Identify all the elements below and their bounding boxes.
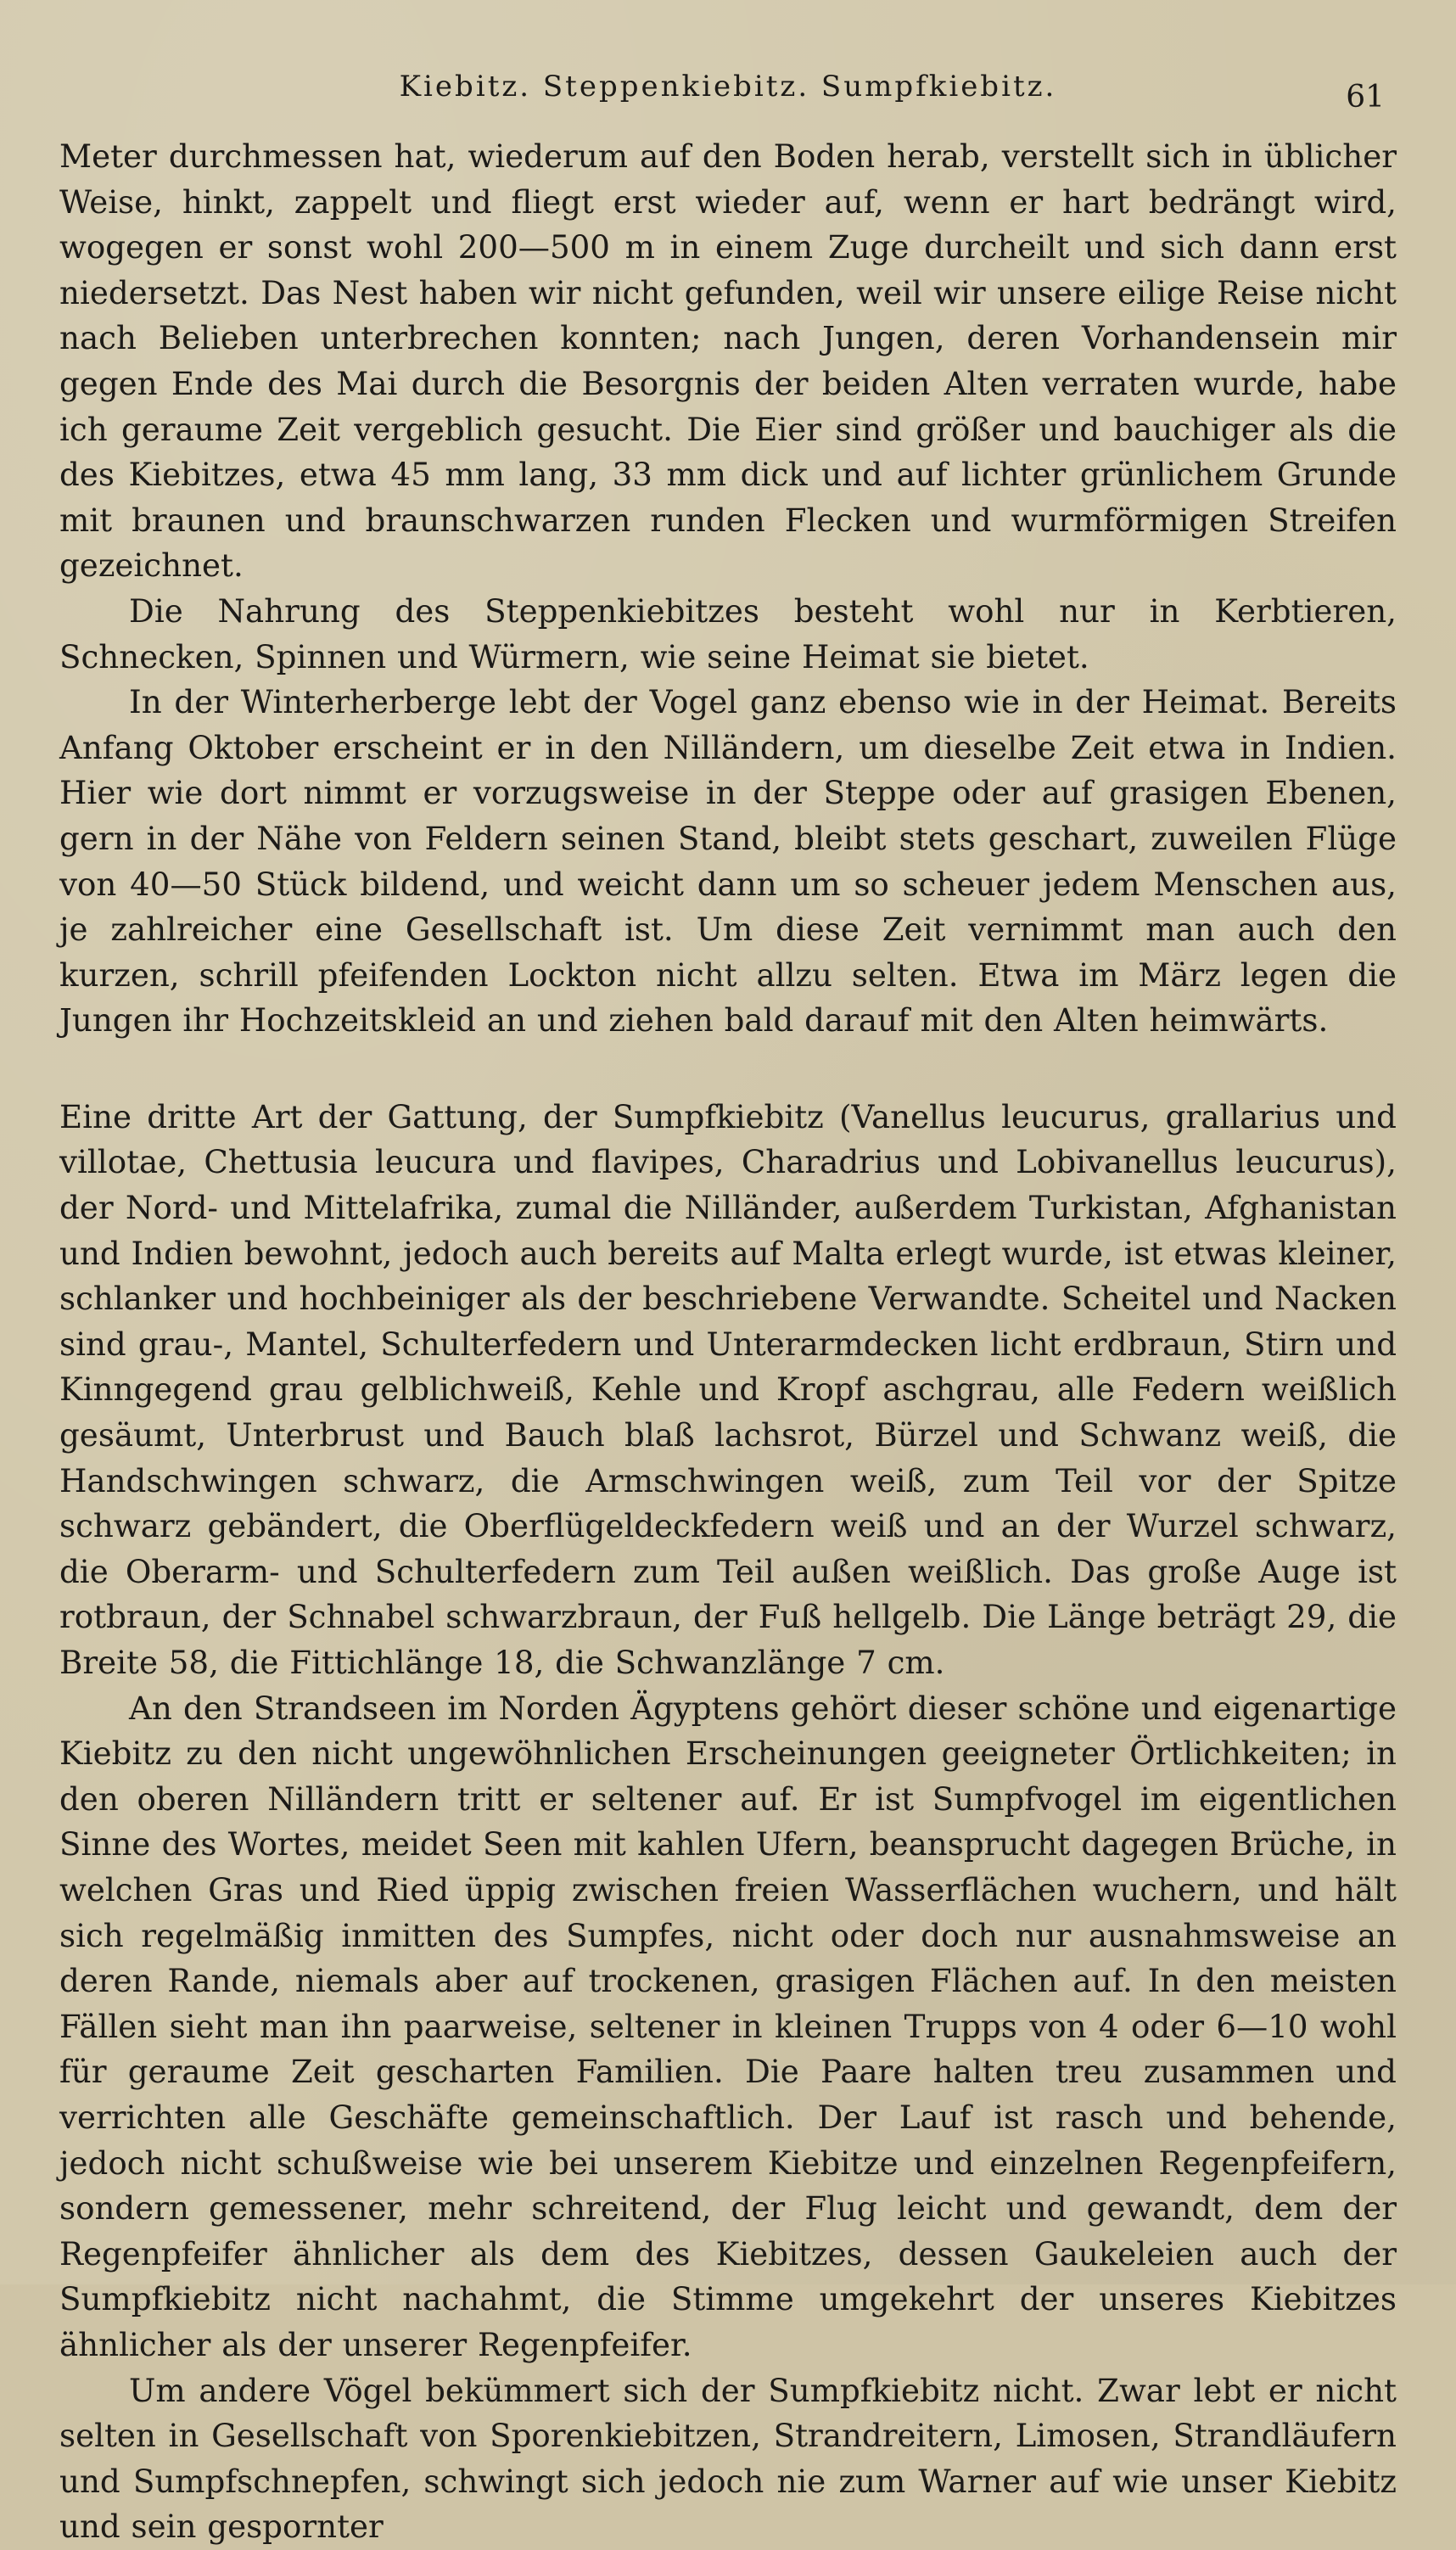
body-text: [59, 134, 1397, 2550]
paragraph-nahrung: Die Nahrung des Steppenkiebitzes besteht wohl nur in Kerbtieren, Schnecken, Spinnen und Würmern, wie seine Heimat sie bietet.: [59, 591, 1397, 675]
paragraph-andere-voegel: Um andere Vögel bekümmert sich der Sumpfkiebitz nicht. Zwar lebt er nicht selten in Gesellschaft von Sporenkiebitzen, Strandreitern, Limosen, Strandläufern und Sumpfschnepfen, schwingt sich jedoch nie zum Warner auf wie unser Kiebitz und sein gespornter: [59, 2371, 1397, 2546]
section-break: [59, 1044, 1397, 1095]
paragraph-winterherberge: In der Winterherberge lebt der Vogel ganz ebenso wie in der Heimat. Bereits Anfang Oktober erscheint er in den Nilländern, um dieselbe Zeit etwa in Indien. Hier wie dort nimmt er vorzugsweise in der Steppe oder auf grasigen Ebenen, gern in der Nähe von Feldern seinen Stand, bleibt stets geschart, zuweilen Flüge von 40—50 Stück bildend, und weicht dann um so scheuer jedem Menschen aus, je zahlreicher eine Gesellschaft ist. Um diese Zeit vernimmt man auch den kurzen, schrill pfeifenden Lockton nicht allzu selten. Etwa im März legen die Jungen ihr Hochzeitskleid an und ziehen bald darauf mit den Alten heimwärts.: [59, 683, 1397, 1040]
paragraph-sumpfkiebitz-description: Eine dritte Art der Gattung, der Sumpfkiebitz (Vanellus leucurus, grallarius und villotae, Chettusia leucura und flavipes, Charadrius und Lobivanellus leucurus), der Nord- und Mittelafrika, zumal die Nilländer, außerdem Turkistan, Afghanistan und Indien bewohnt, jedoch auch bereits auf Malta erlegt wurde, ist etwas kleiner, schlanker und hochbeiniger als der beschriebene Verwandte. Scheitel und Nacken sind grau-, Mantel, Schulterfedern und Unterarmdecken licht erdbraun, Stirn und Kinngegend grau gelblichweiß, Kehle und Kropf aschgrau, alle Federn weißlich gesäumt, Unterbrust und Bauch blaß lachsrot, Bürzel und Schwanz weiß, die Handschwingen schwarz, die Armschwingen weiß, zum Teil vor der Spitze schwarz gebändert, die Oberflügeldeckfedern weiß und an der Wurzel schwarz, die Oberarm- und Schulterfedern zum Teil außen weißlich. Das große Auge ist rotbraun, der Schnabel schwarzbraun, der Fuß hellgelb. Die Länge beträgt 29, die Breite 58, die Fittichlänge 18, die Schwanzlänge 7 cm.: [59, 1097, 1397, 1681]
paragraph-strandseen: An den Strandseen im Norden Ägyptens gehört dieser schöne und eigenartige Kiebitz zu den nicht ungewöhnlichen Erscheinungen geeigneter Örtlichkeiten; in den oberen Nilländern tritt er seltener auf. Er ist Sumpfvogel im eigentlichen Sinne des Wortes, meidet Seen mit kahlen Ufern, beansprucht dagegen Brüche, in welchen Gras und Ried üppig zwischen freien Wasserflächen wuchern, und hält sich regelmäßig inmitten des Sumpfes, nicht oder doch nur ausnahmsweise an deren Rande, niemals aber auf trockenen, grasigen Flächen auf. In den meisten Fällen sieht man ihn paarweise, seltener in kleinen Trupps von 4 oder 6—10 wohl für geraume Zeit gescharten Familien. Die Paare halten treu zusammen und verrichten alle Geschäfte gemeinschaftlich. Der Lauf ist rasch und behende, jedoch nicht schußweise wie bei unserem Kiebitze und einzelnen Regenpfeifern, sondern gemessener, mehr schreitend, der Flug leicht und gewandt, dem der Regenpfeifer ähnlicher als dem des Kiebitzes, dessen Gaukeleien auch der Sumpfkiebitz nicht nachahmt, die Stimme umgekehrt der unseres Kiebitzes ähnlicher als der unserer Regenpfeifer.: [59, 1689, 1397, 2363]
running-title: Kiebitz. Steppenkiebitz. Sumpfkiebitz.: [399, 70, 1057, 104]
page-number: 61: [1346, 80, 1385, 115]
paragraph-continuation: Meter durchmessen hat, wiederum auf den Boden herab, verstellt sich in üblicher Weise, hinkt, zappelt und fliegt erst wieder auf, wenn er hart bedrängt wird, wogegen er sonst wohl 200—500 m in einem Zuge durcheilt und sich dann erst niedersetzt. Das Nest haben wir nicht gefunden, weil wir unsere eilige Reise nicht nach Belieben unterbrechen konnten; nach Jungen, deren Vorhandensein mir gegen Ende des Mai durch die Besorgnis der beiden Alten verraten wurde, habe ich geraume Zeit vergeblich gesucht. Die Eier sind größer und bauchiger als die des Kiebitzes, etwa 45 mm lang, 33 mm dick und auf lichter grünlichem Grunde mit braunen und braunschwarzen runden Flecken und wurmförmigen Streifen gezeichnet.: [59, 137, 1397, 585]
running-head: [59, 70, 1397, 129]
